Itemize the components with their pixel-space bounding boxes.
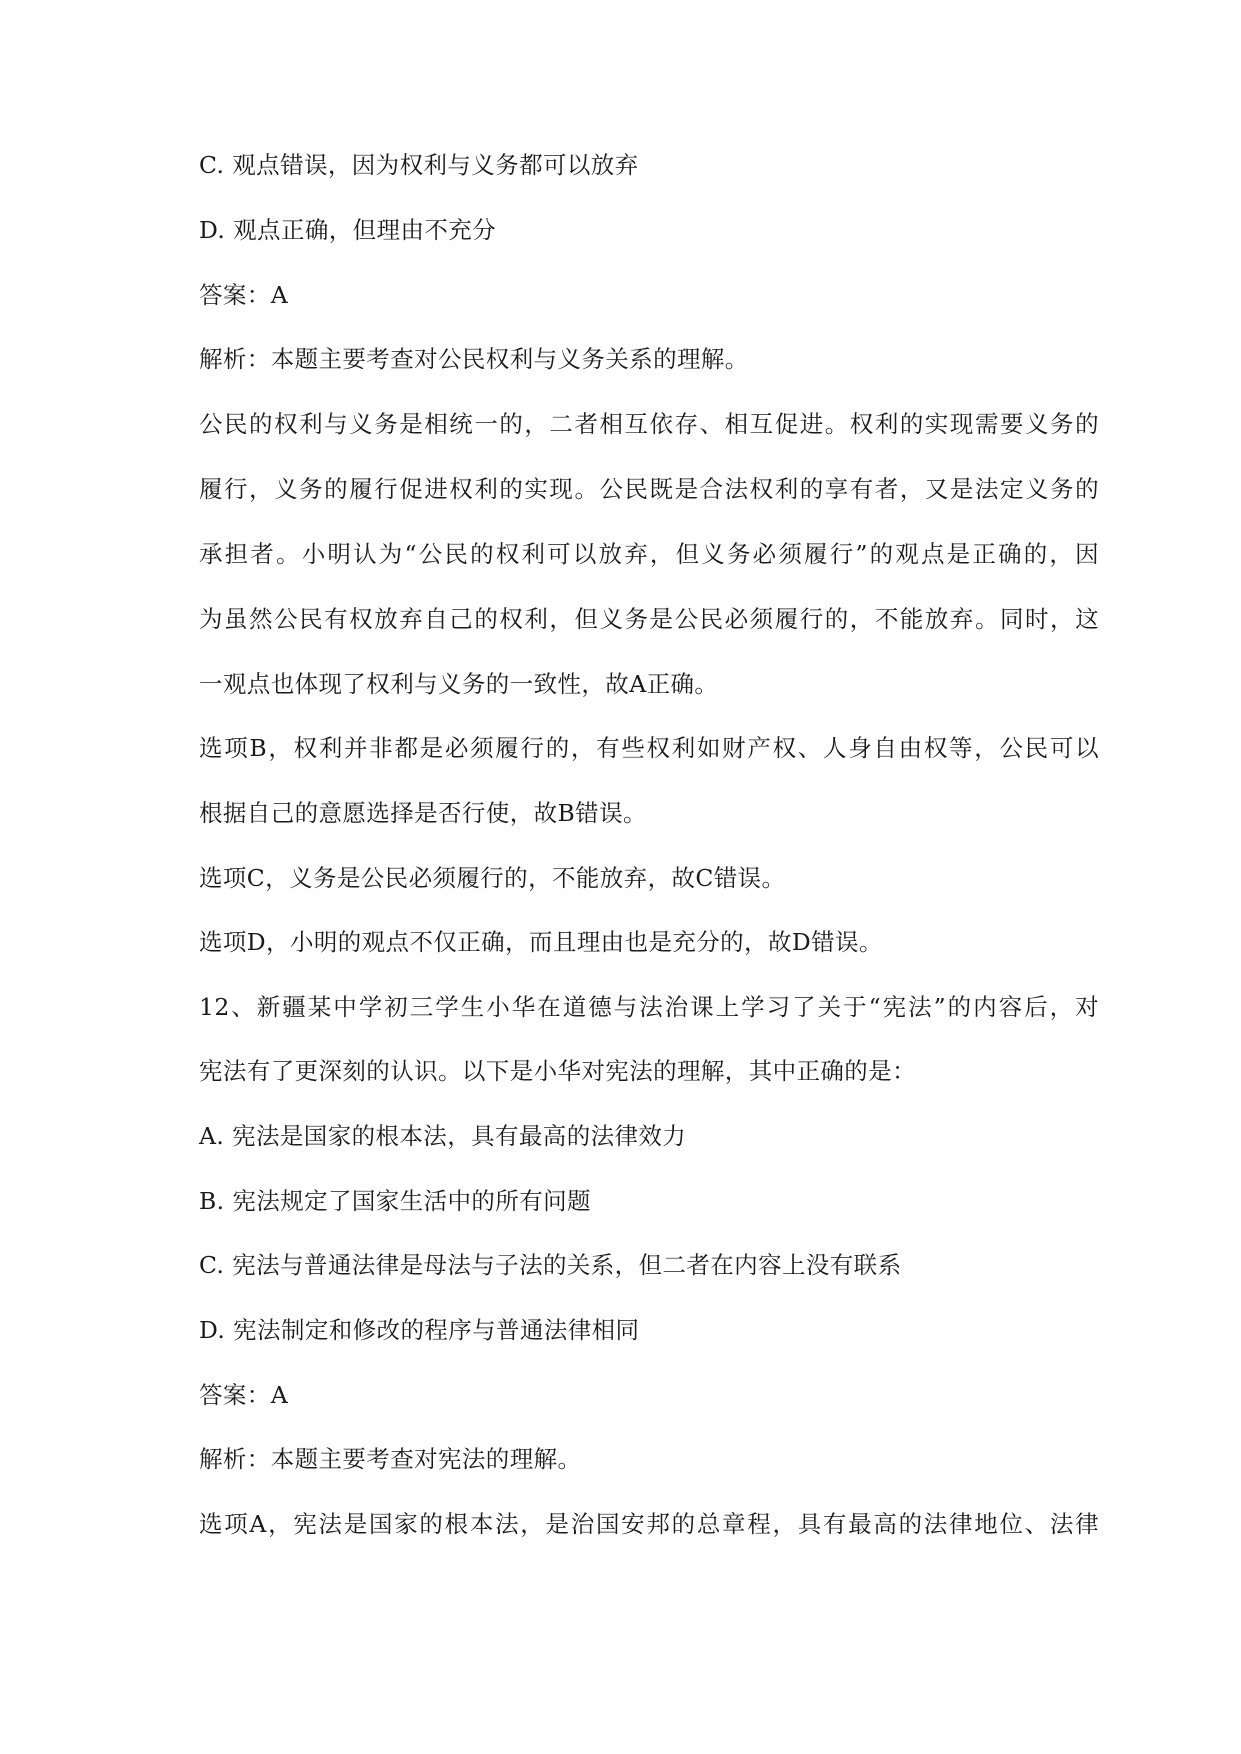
option-a-analysis-line: 选项A，宪法是国家的根本法，是治国安邦的总章程，具有最高的法律地位、法律 <box>199 1510 1099 1538</box>
option-d-line: D. 观点正确，但理由不充分 <box>199 216 497 244</box>
option-b-analysis-line: 根据自己的意愿选择是否行使，故B错误。 <box>199 799 647 827</box>
question-12-line: 12、新疆某中学初三学生小华在道德与法治课上学习了关于“宪法”的内容后，对 <box>199 993 1099 1021</box>
analysis-paragraph-line: 履行，义务的履行促进权利的实现。公民既是合法权利的享有者，又是法定义务的 <box>199 475 1099 503</box>
analysis-intro-line: 解析：本题主要考查对公民权利与义务关系的理解。 <box>199 345 749 373</box>
option-c-line: C. 观点错误，因为权利与义务都可以放弃 <box>199 151 639 179</box>
analysis-intro-line: 解析：本题主要考查对宪法的理解。 <box>199 1445 582 1473</box>
option-b-line: B. 宪法规定了国家生活中的所有问题 <box>199 1187 591 1215</box>
option-a-line: A. 宪法是国家的根本法，具有最高的法律效力 <box>199 1122 687 1150</box>
answer-line: 答案：A <box>199 281 289 309</box>
analysis-paragraph-line: 为虽然公民有权放弃自己的权利，但义务是公民必须履行的，不能放弃。同时，这 <box>199 605 1099 633</box>
answer-line: 答案：A <box>199 1381 289 1409</box>
analysis-paragraph-line: 公民的权利与义务是相统一的，二者相互依存、相互促进。权利的实现需要义务的 <box>199 410 1099 438</box>
option-d-line: D. 宪法制定和修改的程序与普通法律相同 <box>199 1316 640 1344</box>
question-12-line: 宪法有了更深刻的认识。以下是小华对宪法的理解，其中正确的是： <box>199 1057 916 1085</box>
option-c-line: C. 宪法与普通法律是母法与子法的关系，但二者在内容上没有联系 <box>199 1251 902 1279</box>
analysis-paragraph-line: 一观点也体现了权利与义务的一致性，故A正确。 <box>199 670 719 698</box>
option-d-analysis-line: 选项D，小明的观点不仅正确，而且理由也是充分的，故D错误。 <box>199 928 883 956</box>
analysis-paragraph-line: 承担者。小明认为“公民的权利可以放弃，但义务必须履行”的观点是正确的，因 <box>199 540 1099 568</box>
option-c-analysis-line: 选项C，义务是公民必须履行的，不能放弃，故C错误。 <box>199 864 786 892</box>
option-b-analysis-line: 选项B，权利并非都是必须履行的，有些权利如财产权、人身自由权等，公民可以 <box>199 734 1099 762</box>
